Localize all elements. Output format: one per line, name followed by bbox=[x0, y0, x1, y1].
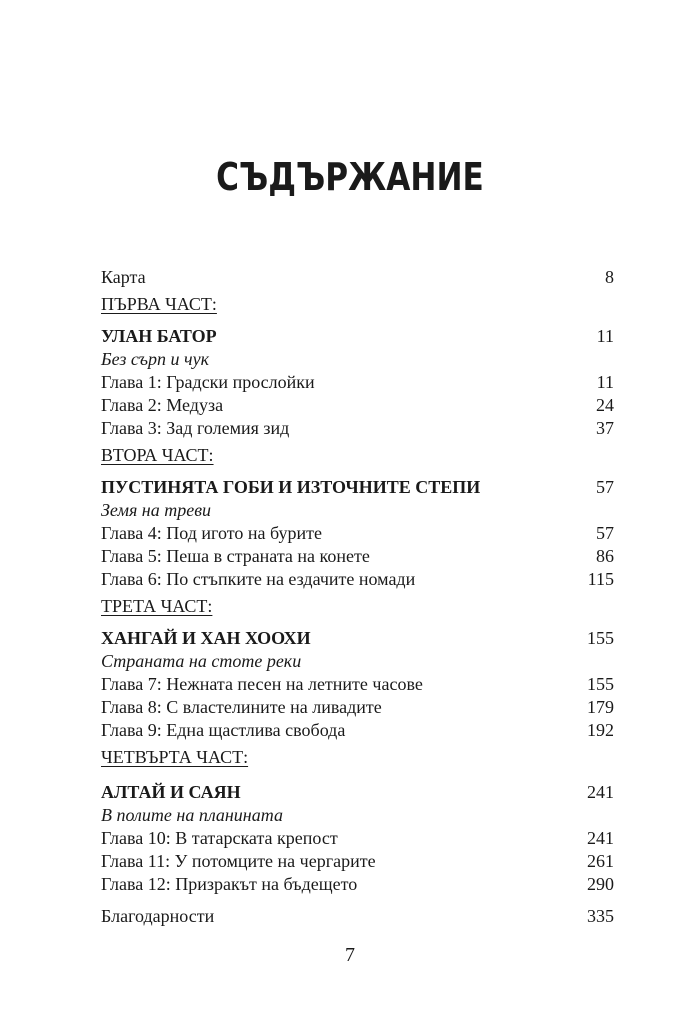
chapter-label: Глава 5: Пеша в страната на конете bbox=[101, 546, 370, 566]
section-page: 241 bbox=[587, 782, 614, 802]
subtitle-label: В полите на планината bbox=[101, 805, 283, 825]
chapter-label: Глава 11: У потомците на чергарите bbox=[101, 851, 376, 871]
chapter-entry-8 bbox=[101, 696, 614, 719]
entry-page: 8 bbox=[605, 267, 614, 287]
page-title: СЪДЪРЖАНИЕ bbox=[216, 155, 484, 199]
part-heading-2 bbox=[101, 444, 614, 467]
chapter-page: 11 bbox=[596, 372, 614, 392]
section-subtitle-1 bbox=[101, 348, 614, 371]
chapter-page: 37 bbox=[596, 418, 614, 438]
chapter-entry-11 bbox=[101, 850, 614, 873]
chapter-label: Глава 3: Зад големия зид bbox=[101, 418, 290, 438]
chapter-page: 57 bbox=[596, 523, 614, 543]
chapter-page: 24 bbox=[596, 395, 614, 415]
chapter-label: Глава 2: Медуза bbox=[101, 395, 224, 415]
chapter-entry-3 bbox=[101, 417, 614, 440]
chapter-label: Глава 6: По стъпките на ездачите номади bbox=[101, 569, 416, 589]
section-subtitle-2 bbox=[101, 499, 614, 522]
chapter-entry-9 bbox=[101, 719, 614, 742]
chapter-label: Глава 10: В татарската крепост bbox=[101, 828, 338, 848]
chapter-page: 261 bbox=[587, 851, 614, 871]
page-number: 7 bbox=[345, 944, 355, 966]
toc-entry-acknowledgements bbox=[101, 905, 614, 928]
section-entry-1 bbox=[101, 325, 614, 348]
chapter-entry-2 bbox=[101, 394, 614, 417]
part-heading-4 bbox=[101, 746, 614, 769]
entry-label: Карта bbox=[101, 267, 146, 287]
section-page: 155 bbox=[587, 628, 614, 648]
chapter-page: 179 bbox=[587, 697, 614, 717]
part-label: ВТОРА ЧАСТ: bbox=[101, 445, 214, 465]
section-page: 57 bbox=[596, 477, 614, 497]
chapter-label: Глава 4: Под игото на бурите bbox=[101, 523, 322, 543]
section-label: ХАНГАЙ И ХАН ХООХИ bbox=[101, 628, 311, 648]
chapter-page: 155 bbox=[587, 674, 614, 694]
part-heading-1 bbox=[101, 293, 614, 316]
chapter-page: 241 bbox=[587, 828, 614, 848]
chapter-entry-6 bbox=[101, 568, 614, 591]
chapter-entry-5 bbox=[101, 545, 614, 568]
table-of-contents bbox=[101, 266, 614, 928]
part-label: ЧЕТВЪРТА ЧАСТ: bbox=[101, 747, 249, 767]
section-entry-2 bbox=[101, 476, 614, 499]
section-subtitle-4 bbox=[101, 804, 614, 827]
subtitle-label: Страната на стоте реки bbox=[101, 651, 302, 671]
subtitle-label: Земя на треви bbox=[101, 500, 212, 520]
section-label: УЛАН БАТОР bbox=[101, 326, 217, 346]
chapter-page: 86 bbox=[596, 546, 614, 566]
section-label: АЛТАЙ И САЯН bbox=[101, 782, 241, 802]
chapter-page: 115 bbox=[587, 569, 614, 589]
chapter-entry-7 bbox=[101, 673, 614, 696]
chapter-label: Глава 12: Призракът на бъдещето bbox=[101, 874, 358, 894]
section-entry-3 bbox=[101, 627, 614, 650]
chapter-entry-10 bbox=[101, 827, 614, 850]
chapter-label: Глава 8: С властелините на ливадите bbox=[101, 697, 382, 717]
chapter-entry-12 bbox=[101, 873, 614, 896]
chapter-label: Глава 7: Нежната песен на летните часове bbox=[101, 674, 423, 694]
entry-label: Благодарности bbox=[101, 906, 215, 926]
part-label: ПЪРВА ЧАСТ: bbox=[101, 294, 217, 314]
part-heading-3 bbox=[101, 595, 614, 618]
section-label: ПУСТИНЯТА ГОБИ И ИЗТОЧНИТЕ СТЕПИ bbox=[101, 477, 481, 497]
chapter-page: 192 bbox=[587, 720, 614, 740]
chapter-entry-1 bbox=[101, 371, 614, 394]
chapter-label: Глава 1: Градски прослойки bbox=[101, 372, 315, 392]
subtitle-label: Без сърп и чук bbox=[101, 349, 209, 369]
entry-page: 335 bbox=[587, 906, 614, 926]
section-page: 11 bbox=[596, 326, 614, 346]
section-subtitle-3 bbox=[101, 650, 614, 673]
chapter-label: Глава 9: Една щастлива свобода bbox=[101, 720, 346, 740]
section-entry-4 bbox=[101, 781, 614, 804]
chapter-entry-4 bbox=[101, 522, 614, 545]
chapter-page: 290 bbox=[587, 874, 614, 894]
toc-entry-map bbox=[101, 266, 614, 289]
part-label: ТРЕТА ЧАСТ: bbox=[101, 596, 213, 616]
